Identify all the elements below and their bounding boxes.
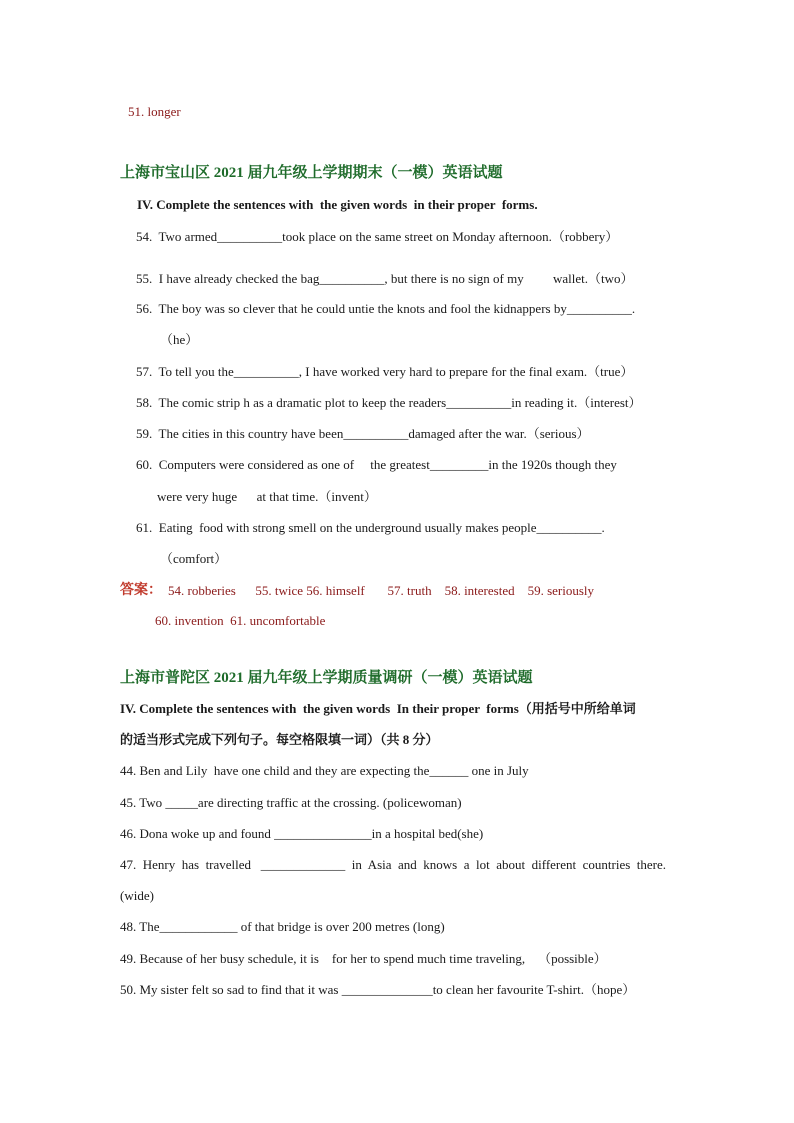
question-55: 55. I have already checked the bag__________, but there is no sign of my wallet.（two） [136,271,634,286]
section-instruction-putuo-2: 的适当形式完成下列句子。每空格限填一词）（共 8 分） [120,732,439,747]
question-47: 47. Henry has travelled _____________ in Asia and knows a lot about different countries there. [120,857,667,872]
question-48: 48. The____________ of that bridge is over 200 metres (long) [120,919,445,934]
top-answer: 51. longer [128,104,181,119]
question-58: 58. The comic strip h as a dramatic plot to keep the readers__________in reading it.（interest） [136,395,642,410]
question-61: 61. Eating food with strong smell on the underground usually makes people__________. [136,520,605,535]
answer-line-2: 60. invention 61. uncomfortable [155,613,326,628]
question-49: 49. Because of her busy schedule, it is for her to spend much time traveling, （possible） [120,951,607,966]
section-title-putuo: 上海市普陀区 2021 届九年级上学期质量调研（一模）英语试题 [120,670,533,686]
question-44: 44. Ben and Lily have one child and they are expecting the______ one in July [120,763,529,778]
question-46: 46. Dona woke up and found _______________in a hospital bed(she) [120,826,484,841]
question-54: 54. Two armed__________took place on the same street on Monday afternoon.（robbery） [136,229,619,244]
question-61-hint: （comfort） [160,551,228,566]
question-59: 59. The cities in this country have been__________damaged after the war.（serious） [136,426,590,441]
question-50: 50. My sister felt so sad to find that it was ______________to clean her favourite T-shirt.（hope） [120,982,636,997]
question-60-cont: were very huge at that time.（invent） [157,489,377,504]
question-60: 60. Computers were considered as one of the greatest_________in the 1920s though they [136,457,617,472]
question-45: 45. Two _____are directing traffic at the crossing. (policewoman) [120,795,462,810]
section-instruction-putuo-1: IV. Complete the sentences with the given words In their proper forms（用括号中所给单词 [120,701,636,716]
question-56-hint: （he） [160,332,199,347]
question-57: 57. To tell you the__________, I have worked very hard to prepare for the final exam.（true） [136,364,634,379]
section-title-baoshan: 上海市宝山区 2021 届九年级上学期期末（一模）英语试题 [120,165,503,181]
question-47-hint: (wide) [120,888,154,903]
answer-label: 答案： [120,583,162,598]
question-56: 56. The boy was so clever that he could untie the knots and fool the kidnappers by__________. [136,301,636,316]
section-instruction-baoshan: IV. Complete the sentences with the given words in their proper forms. [137,197,538,212]
answer-line-1: 54. robberies 55. twice 56. himself 57. truth 58. interested 59. seriously [168,583,595,598]
